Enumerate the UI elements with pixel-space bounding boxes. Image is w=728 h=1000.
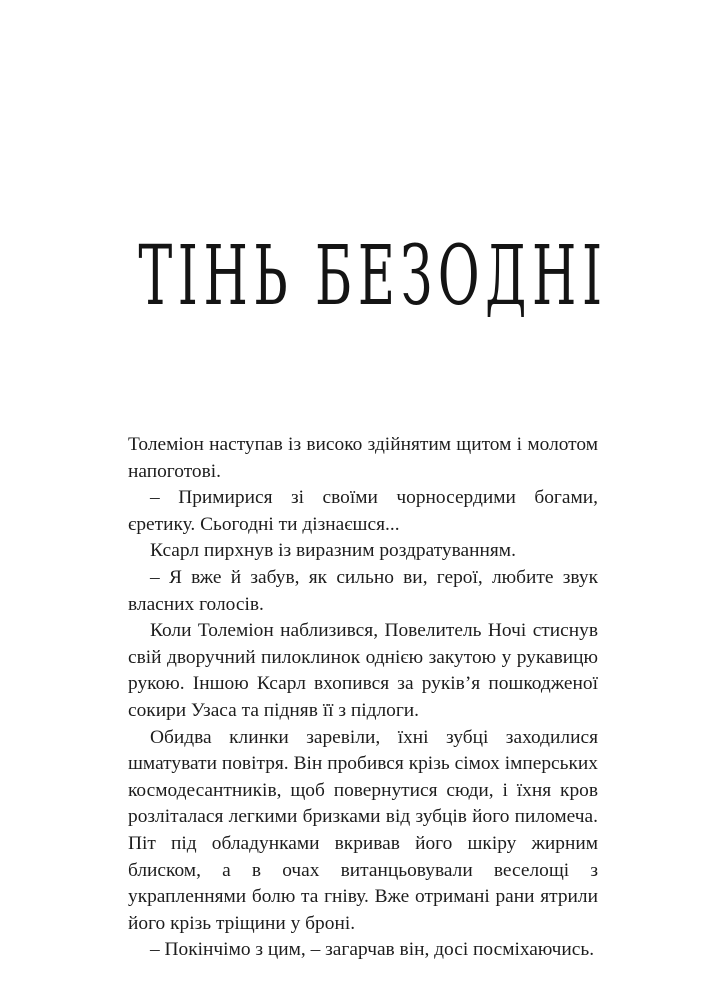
paragraph-5: Коли Толеміон наблизився, Повелитель Ночі стиснув свій дворучний пилоклинок однією закутою у рукавицю рукою. Іншою Ксарл вхопився за руків’я пошкодженої сокири Узаса та підняв її з підлоги. (128, 620, 598, 721)
paragraph-3: Ксарл пирхнув із виразним роздратуванням. (150, 540, 516, 562)
paragraph-7: – Покінчімо з цим, – загарчав він, досі посміхаючись. (150, 939, 595, 961)
paragraph-2: – Примирися зі своїми чорносердими богами, єретику. Сьогодні ти дізнаєшся... (128, 487, 598, 535)
paragraph-1: Толеміон наступав із високо здійнятим щитом і молотом напоготові. (128, 434, 598, 482)
paragraph-4: – Я вже й забув, як сильно ви, герої, любите звук власних голосів. (128, 566, 598, 615)
paragraph-6: Обидва клинки заревіли, їхні зубці заходилися шматувати повітря. Він пробився крізь сімох імперських космодесантників, щоб повернутися сюди, і їхня кров розліталася легкими бризками від зубців його пиломеча. Піт під обладунками вкривав його шкіру жирним блиском, а в очах витанцьовували веселощі з украпленнями болю та гніву. Вже отримані рани ятрили його крізь тріщини у броні. (128, 726, 598, 934)
chapter-body (128, 432, 598, 964)
chapter-title: ТІНЬ БЕЗОДНІ (138, 229, 608, 324)
